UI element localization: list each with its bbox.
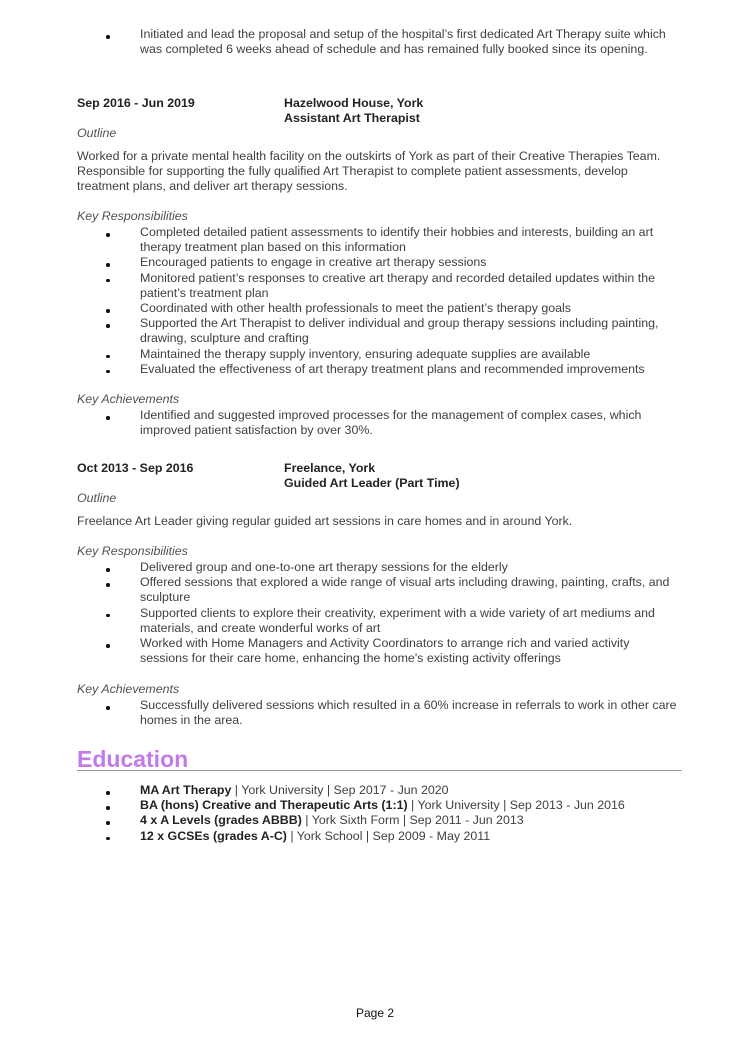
list-item: Successfully delivered sessions which resulted in a 60% increase in referrals to work in other care homes in the area.	[77, 698, 680, 728]
job-title: Assistant Art Therapist	[284, 111, 420, 125]
list-item: Delivered group and one-to-one art therapy sessions for the elderly	[77, 560, 680, 575]
list-item: Supported clients to explore their creativity, experiment with a wide variety of art mediums and materials, and create wonderful works of art	[77, 606, 680, 636]
list-item: Supported the Art Therapist to deliver individual and group therapy sessions including painting, drawing, sculpture and crafting	[77, 316, 680, 346]
qualification: MA Art Therapy	[140, 783, 232, 797]
list-item: Completed detailed patient assessments to identify their hobbies and interests, building an art therapy treatment plan based on this information	[77, 225, 680, 255]
education-item	[77, 829, 680, 844]
page-number: Page 2	[355, 1006, 395, 1020]
list-item: Coordinated with other health professionals to meet the patient’s therapy goals	[77, 301, 680, 316]
list-item: Worked with Home Managers and Activity Coordinators to arrange rich and varied activity sessions for their care home, enhancing the home's existing activity offerings	[77, 636, 680, 666]
job-dates: Oct 2013 - Sep 2016	[77, 461, 194, 475]
list-item: Initiated and lead the proposal and setup of the hospital’s first dedicated Art Therapy suite which was completed 6 weeks ahead of schedule and has remained fully booked since its opening.	[77, 27, 680, 57]
previous-job-achievements	[0, 27, 750, 57]
qualification: 12 x GCSEs (grades A-C)	[140, 828, 287, 843]
job-outline: Worked for a private mental health facility on the outskirts of York as part of their Creative Therapies Team. Responsible for supporting the fully qualified Art Therapist to complete patient assessments, develop treatment plans, and deliver art therapy sessions.	[77, 149, 661, 194]
list-item: Offered sessions that explored a wide range of visual arts including drawing, painting, crafts, and sculpture	[77, 575, 680, 605]
qualification-details: | York University | Sep 2017 - Jun 2020	[231, 783, 449, 797]
section-divider	[77, 770, 682, 771]
job-title: Guided Art Leader (Part Time)	[284, 476, 460, 490]
education-item	[77, 798, 680, 813]
list-item: Encouraged patients to engage in creative art therapy sessions	[77, 255, 680, 270]
list-item: Identified and suggested improved processes for the management of complex cases, which improved patient satisfaction by over 30%.	[77, 408, 680, 438]
achievements-list	[0, 408, 750, 438]
education-heading: Education	[77, 746, 189, 772]
list-item: Evaluated the effectiveness of art therapy treatment plans and recommended improvements	[77, 362, 680, 377]
list-item: Monitored patient’s responses to creative art therapy and recorded detailed updates within the patient’s treatment plan	[77, 271, 680, 301]
job-employer: Hazelwood House, York	[284, 96, 424, 110]
achievements-label: Key Achievements	[77, 682, 180, 696]
list-item: Maintained the therapy supply inventory, ensuring adequate supplies are available	[77, 347, 680, 362]
education-item	[77, 813, 680, 828]
responsibilities-list	[0, 560, 750, 666]
education-item	[77, 783, 680, 798]
achievements-list	[0, 698, 750, 728]
qualification-details: | York School | Sep 2009 - May 2011	[286, 828, 491, 843]
job-outline: Freelance Art Leader giving regular guided art sessions in care homes and in around York.	[77, 514, 573, 528]
responsibilities-list	[0, 225, 750, 377]
achievements-label: Key Achievements	[77, 392, 180, 406]
outline-label: Outline	[77, 126, 117, 140]
responsibilities-label: Key Responsibilities	[77, 209, 188, 223]
job-employer: Freelance, York	[284, 461, 376, 475]
education-list	[0, 783, 750, 844]
job-dates: Sep 2016 - Jun 2019	[77, 96, 195, 110]
qualification: BA (hons) Creative and Therapeutic Arts (1:1)	[140, 798, 408, 813]
outline-label: Outline	[77, 491, 117, 505]
qualification-details: | York Sixth Form | Sep 2011 - Jun 2013	[301, 813, 524, 828]
qualification: 4 x A Levels (grades ABBB)	[140, 813, 302, 828]
qualification-details: | York University | Sep 2013 - Jun 2016	[407, 798, 625, 813]
responsibilities-label: Key Responsibilities	[77, 544, 188, 558]
